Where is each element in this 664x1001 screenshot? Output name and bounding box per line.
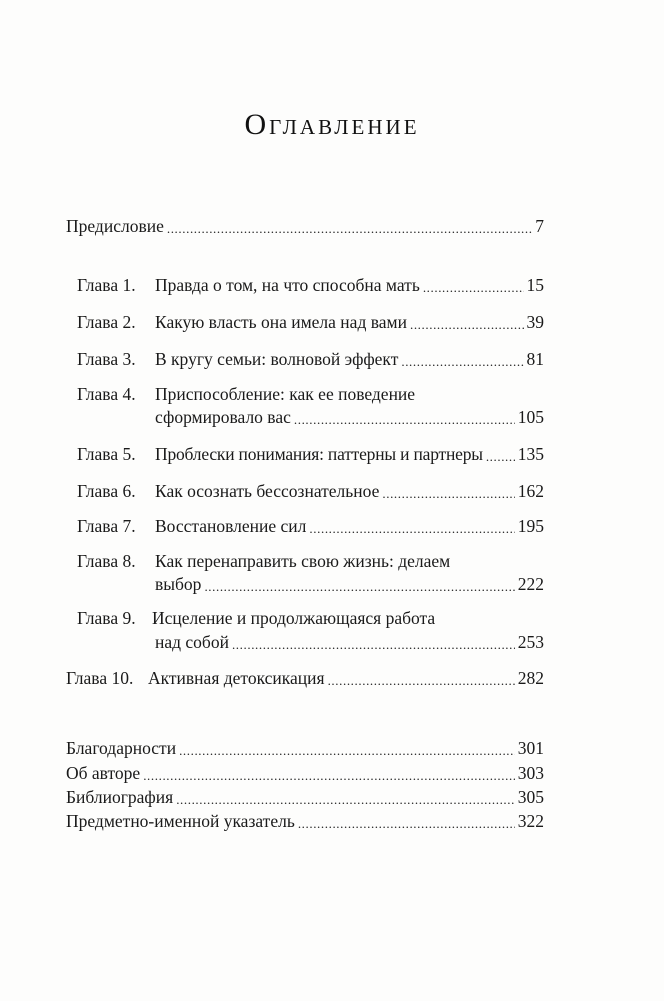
leader-dots (179, 737, 515, 759)
chapter-title: Правда о том, на что способна мать (155, 275, 420, 295)
toc-page-number: 7 (535, 216, 544, 236)
leader-dots (382, 480, 514, 502)
chapter-number: Глава 8. (77, 551, 136, 571)
chapter-title-continued: сформировало вас (155, 407, 291, 427)
chapter-title: Восстановление сил (155, 516, 307, 536)
toc-page-number: 15 (526, 275, 544, 295)
toc-entry-chapter-8-first-line (77, 550, 450, 572)
toc-page-number: 162 (517, 481, 544, 501)
leader-dots (486, 443, 515, 465)
toc-entry-acknowledgements (66, 737, 544, 759)
leader-dots (410, 311, 524, 333)
leader-dots (176, 786, 515, 808)
toc-entry-chapter-3 (77, 348, 544, 370)
toc-page-number: 105 (517, 407, 544, 427)
leader-dots (309, 515, 514, 537)
leader-dots (298, 810, 515, 832)
toc-entry-chapter-8 (155, 573, 544, 595)
toc-page-number: 301 (517, 738, 544, 758)
chapter-title: Как осознать бессознательное (155, 481, 380, 501)
page-title: Оглавление (244, 108, 420, 141)
toc-page-number: 195 (517, 516, 544, 536)
toc-entry-label: Предметно-именной указатель (66, 811, 295, 831)
toc-entry-about-author (66, 762, 544, 784)
chapter-number: Глава 1. (77, 275, 136, 295)
chapter-title: Как перенаправить свою жизнь: делаем (155, 551, 451, 571)
toc-page-number: 39 (526, 312, 544, 332)
toc-entry-chapter-1 (77, 274, 544, 296)
leader-dots (204, 573, 514, 595)
chapter-title: Приспособление: как ее поведение (155, 384, 416, 404)
toc-entry-chapter-7 (77, 515, 544, 537)
toc-entry-index (66, 810, 544, 832)
chapter-title-continued: над собой (155, 632, 229, 652)
leader-dots (294, 406, 515, 428)
toc-page-number: 222 (517, 574, 544, 594)
toc-entry-chapter-10 (66, 667, 544, 689)
toc-entry-preface (66, 215, 544, 237)
chapter-number: Глава 10. (66, 668, 134, 688)
toc-entry-chapter-4 (155, 406, 544, 428)
toc-page-number: 253 (517, 632, 544, 652)
chapter-number: Глава 2. (77, 312, 136, 332)
chapter-number: Глава 4. (77, 384, 136, 404)
toc-entry-chapter-2 (77, 311, 544, 333)
chapter-title: Проблески понимания: паттерны и партнеры (155, 444, 483, 464)
leader-dots (143, 762, 515, 784)
chapter-title: В кругу семьи: волновой эффект (155, 349, 399, 369)
chapter-number: Глава 6. (77, 481, 136, 501)
chapter-title: Исцеление и продолжающаяся работа (152, 608, 436, 628)
toc-entry-label: Предисловие (66, 216, 164, 236)
toc-entry-chapter-9 (155, 631, 544, 653)
chapter-title-continued: выбор (155, 574, 202, 594)
toc-entry-label: Благодарности (66, 738, 177, 758)
toc-entry-chapter-5 (77, 443, 544, 465)
toc-entry-bibliography (66, 786, 544, 808)
chapter-title: Активная детоксикация (148, 668, 325, 688)
toc-page-number: 303 (517, 763, 544, 783)
toc-entry-chapter-6 (77, 480, 544, 502)
toc-entry-chapter-4-first-line (77, 383, 415, 405)
chapter-title: Какую власть она имела над вами (155, 312, 407, 332)
toc-page-number: 135 (517, 444, 544, 464)
leader-dots (423, 274, 524, 296)
toc-entry-label: Об авторе (66, 763, 141, 783)
toc-page-number: 322 (517, 811, 544, 831)
leader-dots (232, 631, 515, 653)
toc-entry-label: Библиография (66, 787, 174, 807)
leader-dots (328, 667, 515, 689)
toc-page-number: 305 (517, 787, 544, 807)
chapter-number: Глава 3. (77, 349, 136, 369)
toc-page-number: 282 (517, 668, 544, 688)
chapter-number: Глава 5. (77, 444, 136, 464)
toc-page-number: 81 (526, 349, 544, 369)
leader-dots (167, 215, 532, 237)
chapter-number: Глава 9. (77, 608, 136, 628)
toc-entry-chapter-9-first-line (77, 607, 435, 629)
leader-dots (401, 348, 523, 370)
chapter-number: Глава 7. (77, 516, 136, 536)
